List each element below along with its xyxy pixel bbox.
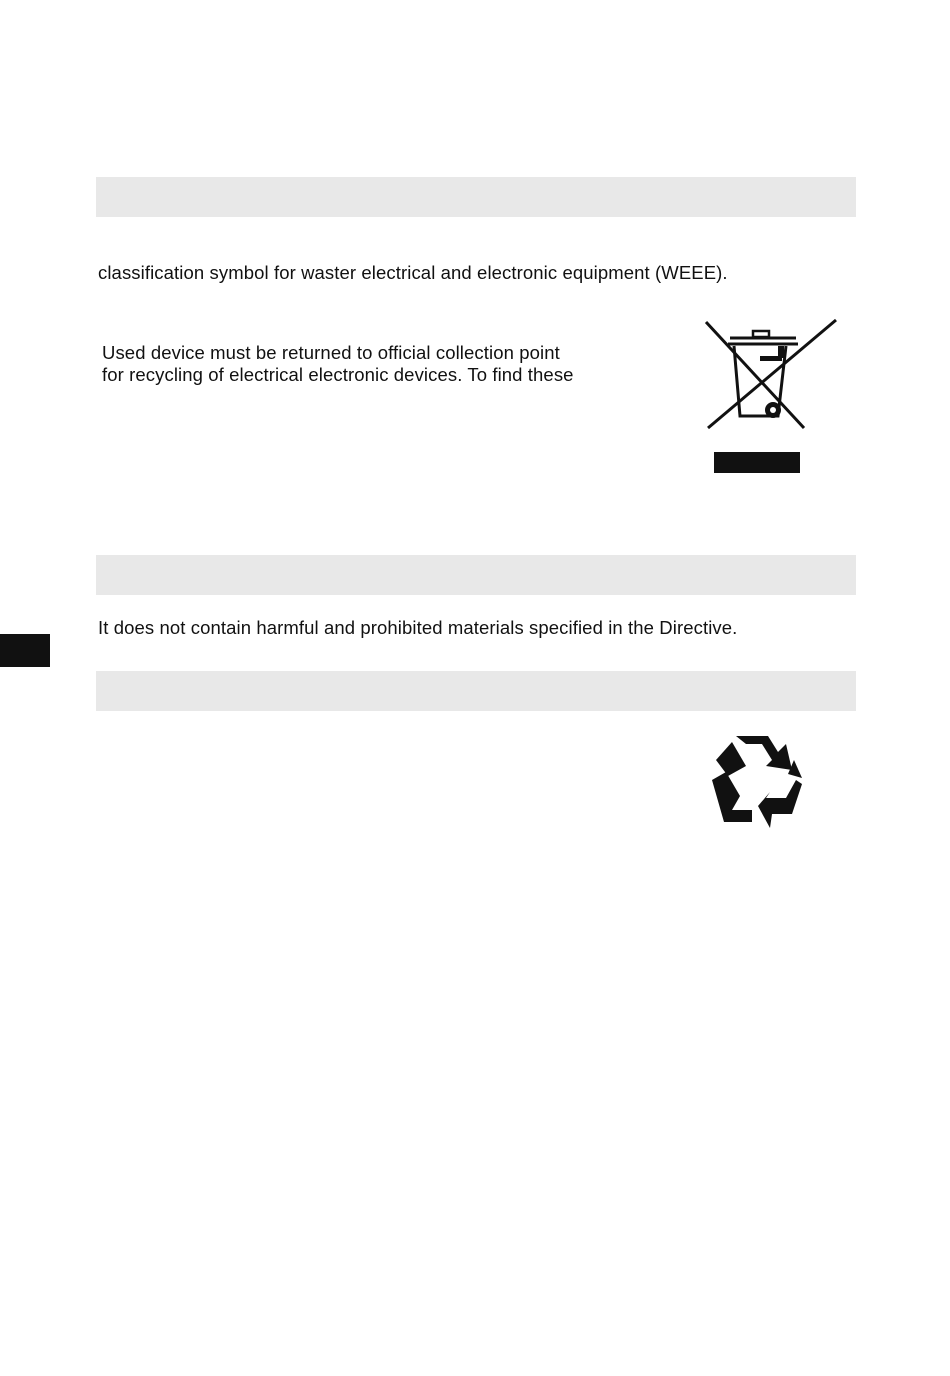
side-page-tab <box>0 634 50 667</box>
section-header-bar-packaging <box>96 671 856 711</box>
section-header-bar-weee <box>96 177 856 217</box>
weee-classification-text: classification symbol for waster electrical and electronic equipment (WEEE). <box>98 262 728 283</box>
weee-return-text-line-1: Used device must be returned to official collection point <box>102 342 560 363</box>
recycle-icon <box>706 730 806 830</box>
section-header-bar-rohs <box>96 555 856 595</box>
rohs-statement-text: It does not contain harmful and prohibited materials specified in the Directive. <box>98 617 738 638</box>
crossed-out-wheeled-bin-icon <box>700 316 840 478</box>
weee-return-text-line-2: for recycling of electrical electronic devices. To find these <box>102 364 574 385</box>
